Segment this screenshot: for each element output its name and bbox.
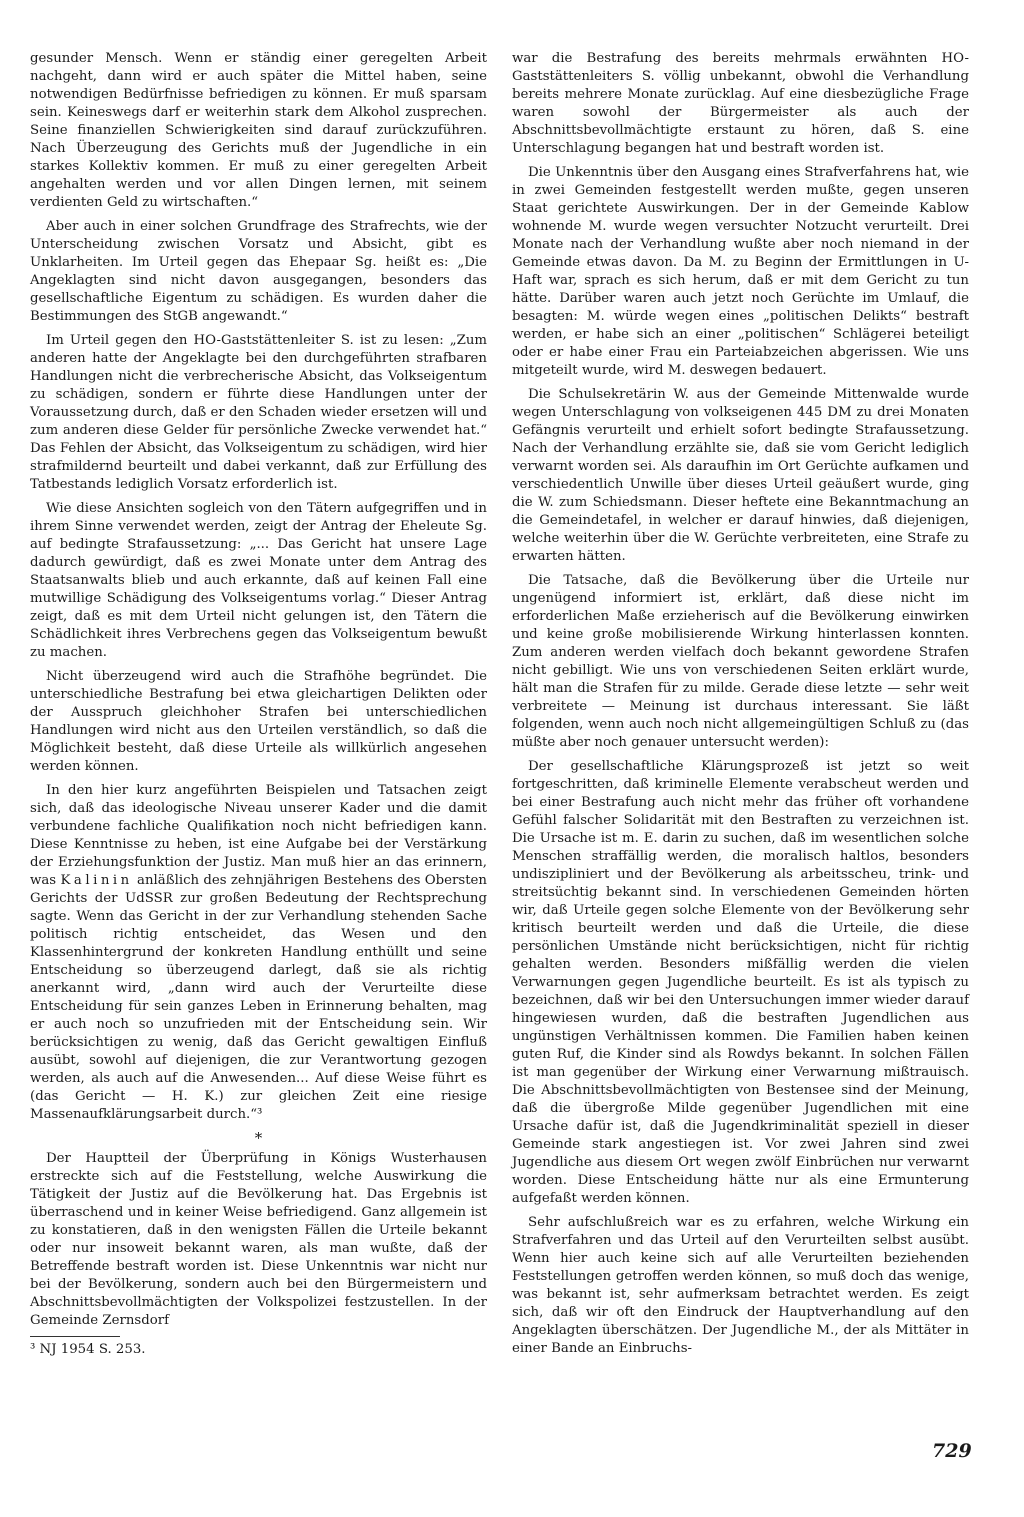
paragraph: [30, 782, 487, 1124]
footnote-rule: [30, 1336, 120, 1337]
footnote: ³ NJ 1954 S. 253.: [30, 1342, 146, 1357]
paragraph: Wie diese Ansichten sogleich von den Tätern aufgegriffen und in ihrem Sinne verwendet werden, zeigt der Antrag der Eheleute Sg. auf bedingte Strafaussetzung: „... Das Gericht hat unsere Lage dadurch gewürdigt, daß es zwei Monate unter dem Antrag des Staatsanwalts blieb und auch erkannte, daß auf keinen Fall eine mutwillige Schädigung des Volkseigentums vorlag.“ Dieser Antrag zeigt, daß es mit dem Urteil nicht gelungen ist, den Tätern die Schädlichkeit ihres Verbrechens gegen das Volkseigentum bewußt zu machen.: [30, 501, 487, 660]
paragraph: Die Schulsekretärin W. aus der Gemeinde Mittenwalde wurde wegen Unterschlagung von volkseigenen 445 DM zu drei Monaten Gefängnis verurteilt und erhielt sofort bedingte Strafaussetzung. Nach der Verhandlung erzählte sie, daß sie vom Gericht lediglich verwarnt worden sei. Als daraufhin im Ort Gerüchte aufkamen und verschiedentlich Unwille über dieses Urteil geäußert wurde, ging die W. zum Schiedsmann. Dieser heftete eine Bekanntmachung an die Gemeindetafel, in welcher er darauf hinwies, daß diejenigen, welche weiterhin über die W. Gerüchte verbreiteten, eine Strafe zu erwarten hätten.: [512, 387, 969, 564]
paragraph: Die Unkenntnis über den Ausgang eines Strafverfahrens hat, wie in zwei Gemeinden festgestellt werden mußte, gegen unseren Staat gerichtete Auswirkungen. Der in der Gemeinde Kablow wohnende M. wurde wegen versuchter Notzucht verurteilt. Drei Monate nach der Verhandlung wußte aber noch niemand in der Gemeinde etwas davon. Da M. zu Beginn der Ermittlungen in U-Haft war, sprach es sich herum, daß er mit dem Gericht zu tun hätte. Darüber waren auch jetzt noch Gerüchte im Umlauf, die besagten: M. würde wegen eines „politischen Delikts“ bestraft werden, er habe sich an einer „politischen“ Schlägerei beteiligt oder er habe einer Frau ein Parteiabzeichen abgerissen. Wie uns mitgeteilt wurde, wird M. deswegen bedauert.: [512, 165, 969, 378]
paragraph: Die Tatsache, daß die Bevölkerung über die Urteile nur ungenügend informiert ist, erklärt, daß diese nicht im erforderlichen Maße erzieherisch auf die Bevölkerung einwirken und keine große mobilisierende Wirkung hinterlassen konnten. Zum anderen werden vielfach doch bekannt gewordene Strafen nicht gebilligt. Wie uns von verschiedenen Seiten erklärt wurde, hält man die Strafen für zu milde. Gerade diese letzte — sehr weit verbreitete — Meinung ist durchaus interessant. Sie läßt folgenden, wenn auch noch nicht allgemeingültigen Schluß zu (das müßte aber noch genauer untersucht werden):: [512, 573, 969, 750]
left-column: [30, 50, 487, 1365]
spaced-name: Kalinin: [60, 873, 133, 888]
paragraph-text: In den hier kurz angeführten Beispielen und Tatsachen zeigt sich, daß das ideologische Niveau unserer Kader und die damit verbundene fachliche Qualifikation noch nicht befriedigen kann. Diese Kenntnisse zu heben, ist eine Aufgabe bei der Verstärkung der Erziehungsfunktion der Justiz. Man muß hier an das erinnern, was: [30, 783, 487, 888]
paragraph: gesunder Mensch. Wenn er ständig einer geregelten Arbeit nachgeht, dann wird er auch später die Mittel haben, seine notwendigen Bedürfnisse befriedigen zu können. Er muß sparsam sein. Keineswegs darf er weiterhin stark dem Alkohol zusprechen. Seine finanziellen Schwierigkeiten sind darauf zurückzuführen. Nach Überzeugung des Gerichts muß der Jugendliche in ein starkes Kollektiv kommen. Er muß zu einer geregelten Arbeit angehalten werden und vor allen Dingen lernen, mit seinem verdienten Geld zu wirtschaften.“: [30, 51, 487, 210]
paragraph: Sehr aufschlußreich war es zu erfahren, welche Wirkung ein Strafverfahren und das Urteil auf den Verurteilten selbst ausübt. Wenn hier auch keine sich auf alle Verurteilten beziehenden Feststellungen getroffen werden können, so muß doch das wenige, was bekannt ist, sehr aufmerksam betrachtet werden. Es zeigt sich, daß wir oft den Eindruck der Hauptverhandlung auf den Angeklagten überschätzen. Der Jugendliche M., der als Mittäter in einer Bande an Einbruchs-: [512, 1215, 969, 1356]
paragraph: Der gesellschaftliche Klärungsprozeß ist jetzt so weit fortgeschritten, daß kriminelle Elemente verabscheut werden und bei einer Bestrafung auch nicht mehr das früher oft vorhandene Gefühl falscher Solidarität mit den Bestraften zu verzeichnen ist. Die Ursache ist m. E. darin zu suchen, daß im wesentlichen solche Menschen straffällig werden, die moralisch haltlos, besonders undiszipliniert und der Bevölkerung als arbeitsscheu, trink- und streitsüchtig bekannt sind. In verschiedenen Gemeinden hörten wir, daß Urteile gegen solche Elemente von der Bevölkerung sehr kritisch beurteilt werden und daß die Urteile, die diese persönlichen Umstände nicht berücksichtigen, nicht für richtig gehalten werden. Besonders mißfällig werden die vielen Verwarnungen gegen Jugendliche beurteilt. Es ist als typisch zu bezeichnen, daß wir bei den Untersuchungen immer wieder darauf hingewiesen wurden, daß die bestraften Jugendlichen aus ungünstigen Verhältnissen kommen. Die Familien haben keinen guten Ruf, die Kinder sind als Rowdys bekannt. In solchen Fällen ist man gegenüber der Wirkung einer Verwarnung mißtrauisch. Die Abschnittsbevollmächtigten von Bestensee sind der Meinung, daß die übergroße Milde gegenüber Jugendlichen mit eine Ursache dafür ist, daß die Jugendkriminalität speziell in dieser Gemeinde stark angestiegen ist. Vor zwei Jahren sind zwei Jugendliche aus diesem Ort wegen zwölf Einbrüchen nur verwarnt worden. Diese Entscheidung hätte nur als eine Ermunterung aufgefaßt werden können.: [512, 759, 969, 1206]
page-number: 729: [932, 1440, 972, 1462]
paragraph: Nicht überzeugend wird auch die Strafhöhe begründet. Die unterschiedliche Bestrafung bei etwa gleichartigen Delikten oder der Ausspruch gleichhoher Strafen bei unterschiedlichen Handlungen wird nicht aus den Urteilen verständlich, so daß die Möglichkeit besteht, daß diese Urteile als willkürlich angesehen werden können.: [30, 669, 487, 774]
paragraph: Aber auch in einer solchen Grundfrage des Strafrechts, wie der Unterscheidung zwischen Vorsatz und Absicht, gibt es Unklarheiten. Im Urteil gegen das Ehepaar Sg. heißt es: „Die Angeklagten sind nicht davon ausgegangen, besonders das gesellschaftliche Eigentum zu schädigen. Es wurden daher die Bestimmungen des StGB angewandt.“: [30, 219, 487, 324]
paragraph: Im Urteil gegen den HO-Gaststättenleiter S. ist zu lesen: „Zum anderen hatte der Angeklagte bei den durchgeführten strafbaren Handlungen nicht die verbrecherische Absicht, das Volkseigentum zu schädigen, sondern er führte diese Handlungen unter der Voraussetzung durch, daß er den Schaden wieder ersetzen will und zum anderen diese Gelder für persönliche Zwecke verwendet hat.“ Das Fehlen der Absicht, das Volkseigentum zu schädigen, wird hier strafmildernd beurteilt und dabei verkannt, daß zur Erfüllung des Tatbestands lediglich Vorsatz erforderlich ist.: [30, 333, 487, 492]
paragraph: war die Bestrafung des bereits mehrmals erwähnten HO-Gaststättenleiters S. völlig unbekannt, obwohl die Verhandlung bereits mehrere Monate zurücklag. Auf eine diesbezügliche Frage waren sowohl der Bürgermeister als auch der Abschnittsbevollmächtigte erstaunt zu hören, daß S. eine Unterschlagung begangen hat und bestraft worden ist.: [512, 51, 969, 156]
section-separator: *: [254, 1129, 263, 1147]
right-column: [512, 50, 969, 1364]
paragraph-text: anläßlich des zehnjährigen Bestehens des Obersten Gerichts der UdSSR zur großen Bedeutung der Rechtsprechung sagte. Wenn das Gericht in der zur Verhandlung stehenden Sache politisch richtig entscheidet, das Wesen und den Klassenhintergrund der konkreten Handlung enthüllt und seine Entscheidung so überzeugend darlegt, daß sie als richtig anerkannt wird, „dann wird auch der Verurteilte diese Entscheidung für sein ganzes Leben in Erinnerung behalten, mag er auch noch so unzufrieden mit der Entscheidung sein. Wir berücksichtigen zu wenig, daß das Gericht gewaltigen Einfluß ausübt, sowohl auf diejenigen, die zur Verantwortung gezogen werden, als auch auf die Anwesenden... Auf diese Weise führt es (das Gericht — H. K.) zur gleichen Zeit eine riesige Massenaufklärungsarbeit durch.“³: [30, 873, 487, 1122]
paragraph: Der Hauptteil der Überprüfung in Königs Wusterhausen erstreckte sich auf die Feststellung, welche Auswirkung die Tätigkeit der Justiz auf die Bevölkerung hat. Das Ergebnis ist überraschend und in keiner Weise befriedigend. Ganz allgemein ist zu konstatieren, daß in den wenigsten Fällen die Urteile bekannt oder nur insoweit bekannt waren, als man wußte, daß der Betreffende bestraft worden ist. Diese Unkenntnis war nicht nur bei der Bevölkerung, sondern auch bei den Bürgermeistern und Abschnittsbevollmächtigten der Volkspolizei festzustellen. In der Gemeinde Zernsdorf: [30, 1151, 487, 1328]
